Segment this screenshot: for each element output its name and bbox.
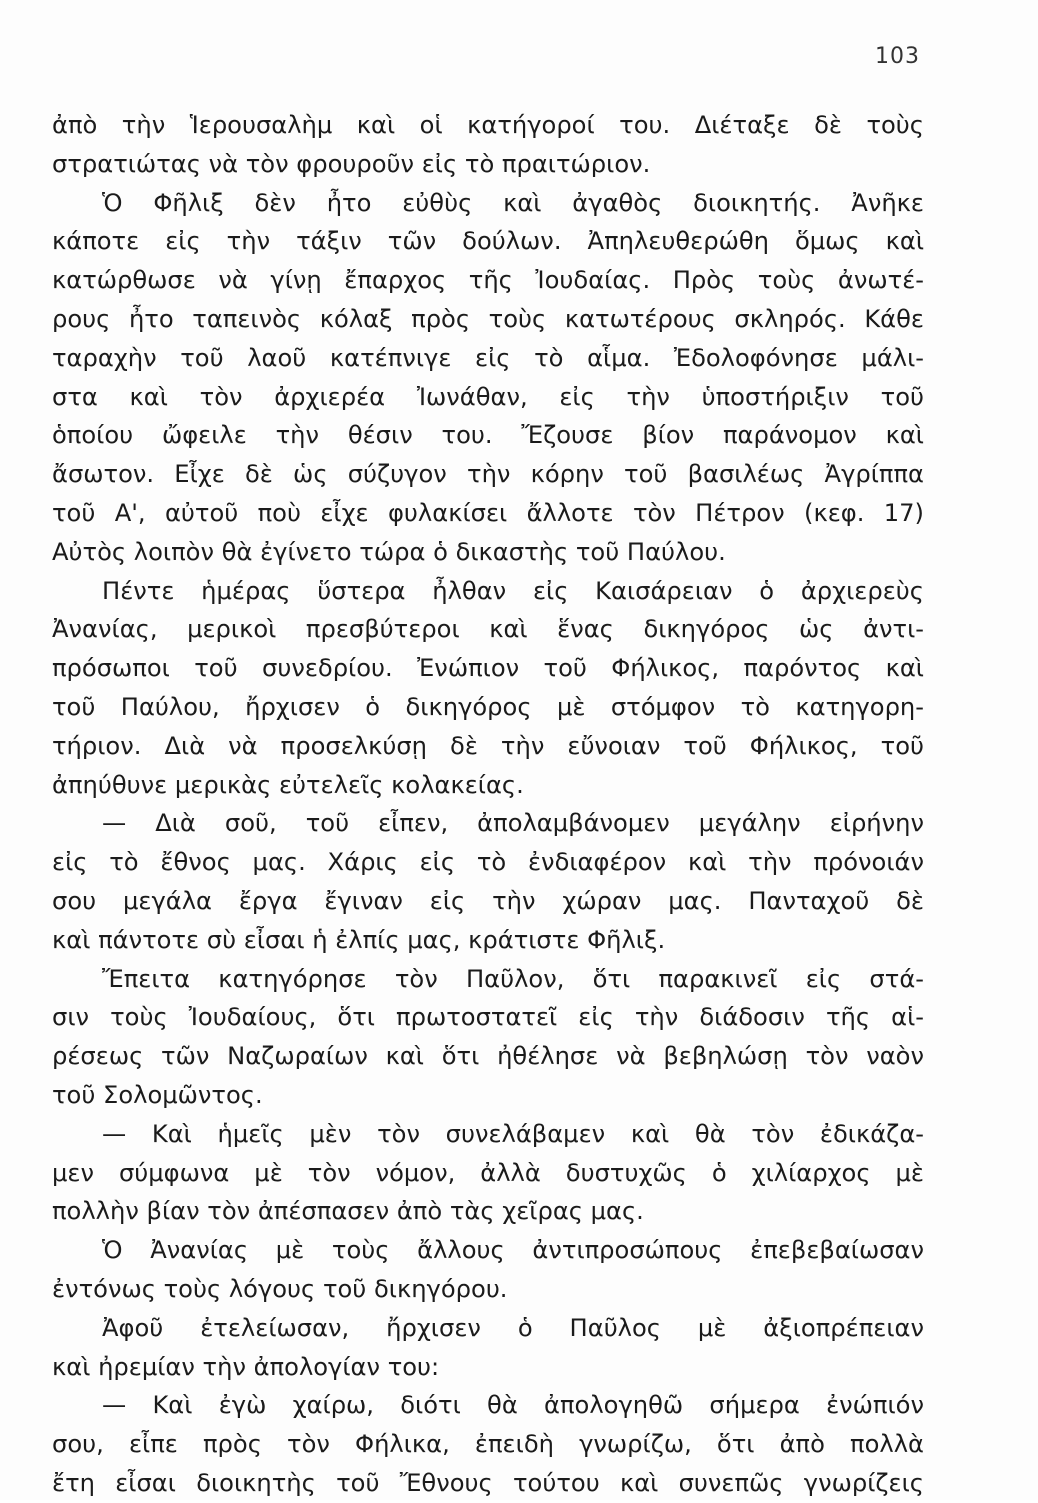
text-line: — Καὶ ἡμεῖς μὲν τὸν συνελάβαμεν καὶ θὰ τὸν ἐδικάζα-: [102, 1119, 924, 1148]
text-line: τοῦ Παύλου, ἤρχισεν ὁ δικηγόρος μὲ στόμφον τὸ κατηγορη-: [52, 692, 924, 721]
text-line: ρους ἦτο ταπεινὸς κόλαξ πρὸς τοὺς κατωτέρους σκληρός. Κάθε: [52, 304, 924, 333]
text-line: σου, εἶπε πρὸς τὸν Φήλικα, ἐπειδὴ γνωρίζω, ὅτι ἀπὸ πολλὰ: [52, 1430, 924, 1459]
text-line: Ὁ Ἀνανίας μὲ τοὺς ἄλλους ἀντιπροσώπους ἐπεβεβαίωσαν: [102, 1236, 924, 1265]
text-line: κατώρθωσε νὰ γίνῃ ἔπαρχος τῆς Ἰουδαίας. Πρὸς τοὺς ἀνωτέ-: [52, 266, 924, 295]
text-line: ἔτη εἶσαι διοικητὴς τοῦ Ἔθνους τούτου καὶ συνεπῶς γνωρίζεις: [52, 1468, 924, 1497]
text-line: — Διὰ σοῦ, τοῦ εἶπεν, ἀπολαμβάνομεν μεγάλην εἰρήνην: [102, 809, 924, 838]
text-line: Πέντε ἡμέρας ὕστερα ἦλθαν εἰς Καισάρειαν ὁ ἀρχιερεὺς: [102, 576, 924, 605]
text-line: ταραχὴν τοῦ λαοῦ κατέπνιγε εἰς τὸ αἷμα. Ἐδολοφόνησε μάλι-: [52, 343, 924, 372]
text-line: στα καὶ τὸν ἀρχιερέα Ἰωνάθαν, εἰς τὴν ὑποστήριξιν τοῦ: [52, 382, 924, 411]
text-line: Ὁ Φῆλιξ δὲν ἦτο εὐθὺς καὶ ἀγαθὸς διοικητής. Ἀνῆκε: [102, 188, 924, 217]
text-line: ἄσωτον. Εἶχε δὲ ὡς σύζυγον τὴν κόρην τοῦ βασιλέως Ἀγρίππα: [52, 460, 924, 489]
text-line: πολλὴν βίαν τὸν ἀπέσπασεν ἀπὸ τὰς χεῖρας μας.: [52, 1197, 644, 1226]
text-line: Ἀνανίας, μερικοὶ πρεσβύτεροι καὶ ἕνας δικηγόρος ὡς ἀντι-: [52, 615, 924, 644]
text-line: ἀπηύθυνε μερικὰς εὐτελεῖς κολακείας.: [52, 770, 524, 799]
text-line: Ἔπειτα κατηγόρησε τὸν Παῦλον, ὅτι παρακινεῖ εἰς στά-: [102, 964, 924, 993]
text-line: — Καὶ ἐγὼ χαίρω, διότι θὰ ἀπολογηθῶ σήμερα ἐνώπιόν: [102, 1391, 924, 1420]
text-line: σιν τοὺς Ἰουδαίους, ὅτι πρωτοστατεῖ εἰς τὴν διάδοσιν τῆς αἱ-: [52, 1003, 924, 1032]
text-line: σου μεγάλα ἔργα ἔγιναν εἰς τὴν χώραν μας. Πανταχοῦ δὲ: [52, 886, 924, 915]
text-line: Ἀφοῦ ἐτελείωσαν, ἤρχισεν ὁ Παῦλος μὲ ἀξιοπρέπειαν: [102, 1313, 924, 1342]
text-line: καὶ ἠρεμίαν τὴν ἀπολογίαν του:: [52, 1352, 440, 1381]
text-line: Αὐτὸς λοιπὸν θὰ ἐγίνετο τώρα ὁ δικαστὴς τοῦ Παύλου.: [52, 537, 726, 566]
text-line: ἀπὸ τὴν Ἱερουσαλὴμ καὶ οἱ κατήγοροί του. Διέταξε δὲ τοὺς: [52, 111, 924, 139]
text-line: πρόσωποι τοῦ συνεδρίου. Ἐνώπιον τοῦ Φήλικος, παρόντος καὶ: [52, 654, 924, 683]
text-line: τήριον. Διὰ νὰ προσελκύσῃ δὲ τὴν εὔνοιαν τοῦ Φήλικος, τοῦ: [52, 731, 924, 760]
text-line: κάποτε εἰς τὴν τάξιν τῶν δούλων. Ἀπηλευθερώθη ὅμως καὶ: [52, 227, 924, 256]
text-line: ἐντόνως τοὺς λόγους τοῦ δικηγόρου.: [52, 1274, 508, 1303]
text-line: μεν σύμφωνα μὲ τὸν νόμον, ἀλλὰ δυστυχῶς ὁ χιλίαρχος μὲ: [52, 1158, 924, 1187]
text-line: καὶ πάντοτε σὺ εἶσαι ἡ ἐλπίς μας, κράτιστε Φῆλιξ.: [52, 925, 666, 954]
text-line: τοῦ Α', αὐτοῦ ποὺ εἶχε φυλακίσει ἄλλοτε τὸν Πέτρον (κεφ. 17): [52, 498, 924, 527]
page-number: 103: [875, 44, 920, 69]
text-line: στρατιώτας νὰ τὸν φρουροῦν εἰς τὸ πραιτώριον.: [52, 149, 651, 178]
text-line: ὁποίου ὤφειλε τὴν θέσιν του. Ἔζουσε βίον παράνομον καὶ: [52, 421, 924, 450]
text-line: εἰς τὸ ἔθνος μας. Χάρις εἰς τὸ ἐνδιαφέρον καὶ τὴν πρόνοιάν: [52, 848, 924, 877]
body-text: [52, 106, 924, 1503]
text-line: ρέσεως τῶν Ναζωραίων καὶ ὅτι ἠθέλησε νὰ βεβηλώσῃ τὸν ναὸν: [52, 1042, 924, 1071]
text-line: τοῦ Σολομῶντος.: [52, 1080, 263, 1109]
